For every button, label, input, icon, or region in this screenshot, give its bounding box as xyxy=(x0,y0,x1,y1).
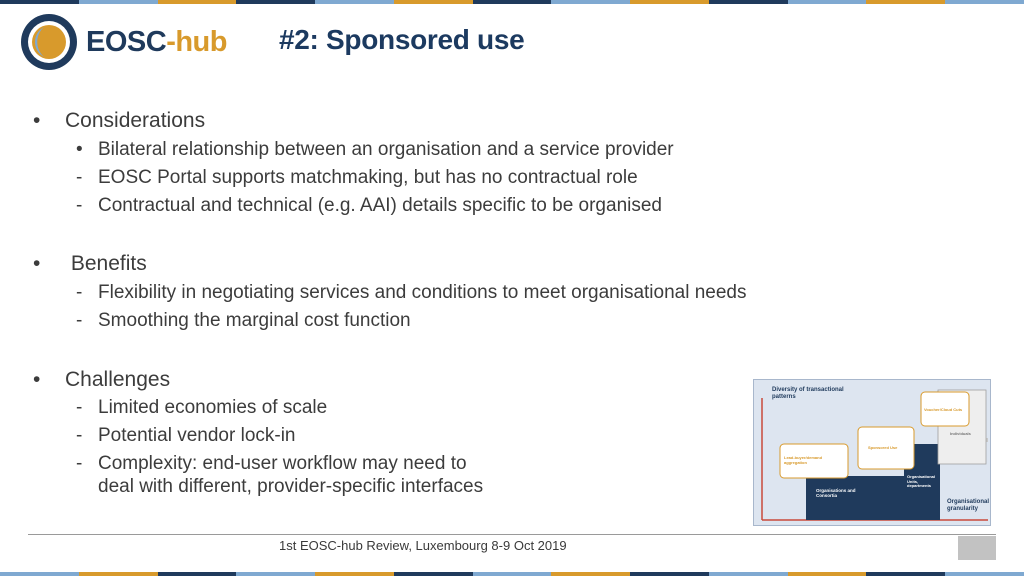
diagram-box-orgs: Organisations and Consortia xyxy=(816,488,856,499)
eosc-globe-icon xyxy=(20,13,78,71)
diagram-box-voucher: Voucher/Cloud Cuts xyxy=(924,407,963,412)
top-color-stripe xyxy=(0,0,1024,4)
slide-title: #2: Sponsored use xyxy=(279,24,525,55)
section-heading: Considerations xyxy=(65,109,206,132)
list-marker: - xyxy=(76,425,83,446)
diagram-box-units: Organisational Units, departments xyxy=(907,474,936,489)
list-item: EOSC Portal supports matchmaking, but has no contractual role xyxy=(98,167,638,188)
footer-text: 1st EOSC-hub Review, Luxembourg 8-9 Oct 2019 xyxy=(279,538,567,553)
list-marker: - xyxy=(76,167,83,188)
diagram-x-axis-label: Organisational granularity xyxy=(947,499,990,512)
list-marker: - xyxy=(76,310,83,331)
logo-text-accent: -hub xyxy=(166,25,227,58)
list-marker: - xyxy=(76,397,83,418)
footer-divider xyxy=(28,534,996,535)
bullet-marker: • xyxy=(33,109,41,132)
diagram-box-lead: Lead-buyer/demand aggregation xyxy=(784,455,823,465)
list-item: Smoothing the marginal cost function xyxy=(98,310,411,331)
list-item: Flexibility in negotiating services and conditions to meet organisational needs xyxy=(98,282,747,303)
bullet-marker: • xyxy=(33,252,41,275)
list-item: Complexity: end-user workflow may need to xyxy=(98,453,467,474)
list-item: Limited economies of scale xyxy=(98,397,328,418)
diagram-box-individuals: Individuals xyxy=(950,431,971,436)
list-item: Bilateral relationship between an organisation and a service provider xyxy=(98,139,674,160)
bottom-color-stripe xyxy=(0,572,1024,576)
logo-wordmark xyxy=(86,25,227,58)
list-item: Contractual and technical (e.g. AAI) details specific to be organised xyxy=(98,195,662,216)
list-marker: - xyxy=(76,453,83,474)
list-marker: - xyxy=(76,195,83,216)
list-item-continuation: deal with different, provider-specific interfaces xyxy=(98,476,484,497)
diagram-y-axis-label: Diversity of transactional patterns xyxy=(772,387,844,400)
list-item: Potential vendor lock-in xyxy=(98,425,296,446)
logo-text-main: EOSC xyxy=(86,25,167,58)
list-marker: - xyxy=(76,282,83,303)
page-number-box xyxy=(958,536,996,560)
sponsored-use-diagram xyxy=(753,379,991,526)
diagram-box-sponsored: Sponsored Use xyxy=(868,445,898,450)
list-marker: • xyxy=(76,139,83,160)
bullet-marker: • xyxy=(33,368,41,391)
eosc-hub-logo xyxy=(20,13,227,71)
section-heading: Challenges xyxy=(65,368,171,391)
section-heading: Benefits xyxy=(65,252,147,275)
